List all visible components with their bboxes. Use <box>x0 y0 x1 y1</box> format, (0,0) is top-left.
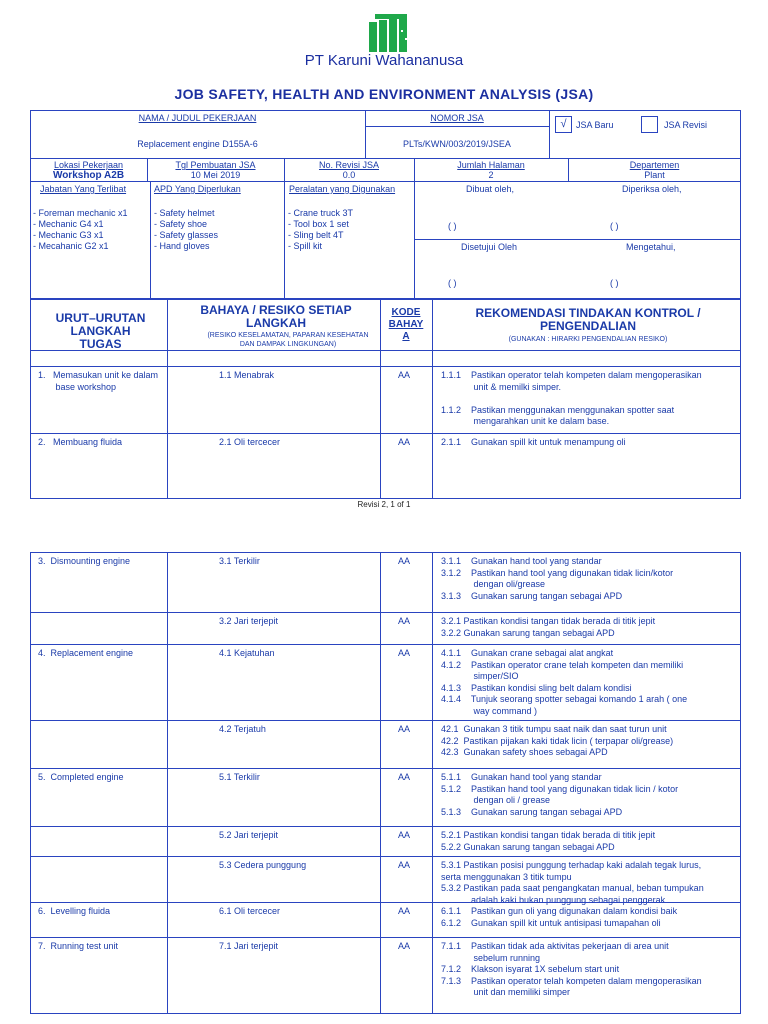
task-step: 4. Replacement engine <box>38 648 134 658</box>
revisi-value: 0.0 <box>342 170 356 180</box>
jsa-baru-checkbox[interactable]: √ <box>555 116 572 133</box>
hazard: 7.1 Jari terjepit <box>219 941 279 951</box>
hazard-code: AA <box>398 906 411 916</box>
apd-item: - Safety helmet <box>154 208 215 218</box>
jabatan-item: - Mechanic G4 x1 <box>33 219 104 229</box>
hazard-code: AA <box>398 556 411 566</box>
task-step: 7. Running test unit <box>38 941 119 951</box>
column-header-rekom: REKOMENDASI TINDAKAN KONTROL / PENGENDALIAN <box>475 306 701 333</box>
hazard-code: AA <box>398 616 411 626</box>
recommendation: 1.1.1 Pastikan operator telah kompeten dalam mengoperasikan unit & memilki simper. 1.1.2 Pastikan menggunakan menggunakan spotter saat mengarahkan unit ke dalam base. <box>441 370 702 426</box>
diperiksa-label: Diperiksa oleh, <box>622 184 682 194</box>
disetujui-label: Disetujui Oleh <box>461 242 518 252</box>
peralatan-item: - Sling belt 4T <box>288 230 344 240</box>
lokasi-value: Workshop A2B <box>52 170 125 181</box>
hazard-code: AA <box>398 724 411 734</box>
jsa-revisi-label: JSA Revisi <box>664 120 708 130</box>
revisi-label: No. Revisi JSA <box>318 160 380 170</box>
recommendation: 7.1.1 Pastikan tidak ada aktivitas pekerjaan di area unit sebelum running 7.1.2 Klakson isyarat 1X sebelum start unit 7.1.3 Pastikan operator telah kompeten dalam mengoperasikan unit dan memiliki simper <box>441 941 702 997</box>
column-header-kode: KODE BAHAY A <box>388 307 424 342</box>
jabatan-item: - Mechanic G3 x1 <box>33 230 104 240</box>
hazard: 6.1 Oli tercecer <box>219 906 281 916</box>
column-header-rekom-sub: (GUNAKAN : HIRARKI PENGENDALIAN RESIKO) <box>508 336 668 343</box>
hazard-code: AA <box>398 830 411 840</box>
tgl-label: Tgl Pembuatan JSA <box>175 160 256 170</box>
recommendation: 2.1.1 Gunakan spill kit untuk menampung oli <box>441 437 626 447</box>
job-title-value: Replacement engine D155A-6 <box>137 139 258 149</box>
column-header-urut: URUT–URUTAN LANGKAH TUGAS <box>55 311 146 351</box>
dibuat-label: Dibuat oleh, <box>466 184 515 194</box>
task-step: 3. Dismounting engine <box>38 556 131 566</box>
hazard: 5.3 Cedera punggung <box>219 860 307 870</box>
recommendation: 4.1.1 Gunakan crane sebagai alat angkat 4.1.2 Pastikan operator crane telah kompeten dan memiliki simper/SIO 4.1.3 Pastikan kondisi sling belt dalam kondisi 4.1.4 Tunjuk seorang spotter sebagai komando 1 arah ( one way command ) <box>441 648 688 716</box>
hazard-code: AA <box>398 941 411 951</box>
task-step: 6. Levelling fluida <box>38 906 111 916</box>
hazard: 1.1 Menabrak <box>219 370 275 380</box>
task-step: 2. Membuang fluida <box>38 437 123 447</box>
peralatan-item: - Tool box 1 set <box>288 219 349 229</box>
column-header-bahaya-sub: (RESIKO KESELAMATAN, PAPARAN KESEHATAN DAN DAMPAK LINGKUNGAN) <box>207 332 369 348</box>
hazard-code: AA <box>398 860 411 870</box>
recommendation: 5.2.1 Pastikan kondisi tangan tidak berada di titik jepit 5.2.2 Gunakan sarung tangan sebagai APD <box>441 830 656 852</box>
recommendation: 3.1.1 Gunakan hand tool yang standar 3.1.2 Pastikan hand tool yang digunakan tidak licin/kotor dengan oli/grease 3.1.3 Gunakan sarung tangan sebagai APD <box>441 556 674 601</box>
hazard-code: AA <box>398 437 411 447</box>
jsa-revisi-checkbox[interactable] <box>641 116 658 133</box>
peralatan-label: Peralatan yang Digunakan <box>289 184 396 194</box>
hazard: 5.1 Terkilir <box>219 772 260 782</box>
departemen-label: Departemen <box>629 160 680 170</box>
company-logo <box>367 12 413 54</box>
jabatan-item: - Foreman mechanic x1 <box>33 208 128 218</box>
page-footer: Revisi 2, 1 of 1 <box>357 500 411 509</box>
hazard-code: AA <box>398 772 411 782</box>
recommendation: 6.1.1 Pastikan gun oli yang digunakan dalam kondisi baik 6.1.2 Gunakan spill kit untuk antisipasi tumapahan oli <box>441 906 678 928</box>
job-title-label: NAMA / JUDUL PEKERJAAN <box>138 113 257 123</box>
apd-item: - Safety shoe <box>154 219 208 229</box>
jabatan-label: Jabatan Yang Terlibat <box>40 184 127 194</box>
recommendation: 5.3.1 Pastikan posisi punggung terhadap kaki adalah tegak lurus, serta menggunakan 3 titik tumpu 5.3.2 Pastikan pada saat pengangkatan manual, beban tumpukan adalah kaki bukan punggung sebagai penggerak. <box>441 860 704 905</box>
recommendation: 3.2.1 Pastikan kondisi tangan tidak berada di titik jepit 3.2.2 Gunakan sarung tangan sebagai APD <box>441 616 656 638</box>
hazard: 4.1 Kejatuhan <box>219 648 275 658</box>
hazard: 3.2 Jari terjepit <box>219 616 279 626</box>
hazard-code: AA <box>398 370 411 380</box>
task-step: 5. Completed engine <box>38 772 124 782</box>
apd-label: APD Yang Diperlukan <box>154 184 241 194</box>
diperiksa-signature: ( ) <box>610 221 619 231</box>
mengetahui-signature: ( ) <box>610 278 619 288</box>
column-header-bahaya: BAHAYA / RESIKO SETIAP LANGKAH <box>200 303 352 330</box>
jsa-baru-label: JSA Baru <box>576 120 614 130</box>
recommendation: 5.1.1 Gunakan hand tool yang standar 5.1.2 Pastikan hand tool yang digunakan tidak licin / kotor dengan oli / grease 5.1.3 Gunakan sarung tangan sebagai APD <box>441 772 679 817</box>
jabatan-item: - Mecahanic G2 x1 <box>33 241 109 251</box>
hazard: 4.2 Terjatuh <box>219 724 266 734</box>
mengetahui-label: Mengetahui, <box>626 242 676 252</box>
jsa-number-value: PLTs/KWN/003/2019/JSEA <box>403 139 511 149</box>
apd-item: - Hand gloves <box>154 241 210 251</box>
recommendation: 42.1 Gunakan 3 titik tumpu saat naik dan saat turun unit 42.2 Pastikan pijakan kaki tidak licin ( terpapar oli/grease) 42.3 Gunakan safety shoes sebagai APD <box>441 724 674 757</box>
halaman-label: Jumlah Halaman <box>457 160 525 170</box>
dibuat-signature: ( ) <box>448 221 457 231</box>
hazard: 5.2 Jari terjepit <box>219 830 279 840</box>
departemen-value: Plant <box>644 170 665 180</box>
apd-item: - Safety glasses <box>154 230 219 240</box>
lokasi-label: Lokasi Pekerjaan <box>53 160 124 170</box>
peralatan-item: - Spill kit <box>288 241 323 251</box>
disetujui-signature: ( ) <box>448 278 457 288</box>
hazard: 2.1 Oli tercecer <box>219 437 281 447</box>
jsa-number-label: NOMOR JSA <box>430 113 484 123</box>
peralatan-item: - Crane truck 3T <box>288 208 354 218</box>
halaman-value: 2 <box>488 170 494 180</box>
hazard-code: AA <box>398 648 411 658</box>
document-title: JOB SAFETY, HEALTH AND ENVIRONMENT ANALYSIS (JSA) <box>174 86 594 102</box>
tgl-value: 10 Mei 2019 <box>190 170 241 180</box>
task-step: 1. Memasukan unit ke dalam base workshop <box>38 370 159 392</box>
company-name: PT Karuni Wahananusa <box>304 52 464 69</box>
hazard: 3.1 Terkilir <box>219 556 260 566</box>
